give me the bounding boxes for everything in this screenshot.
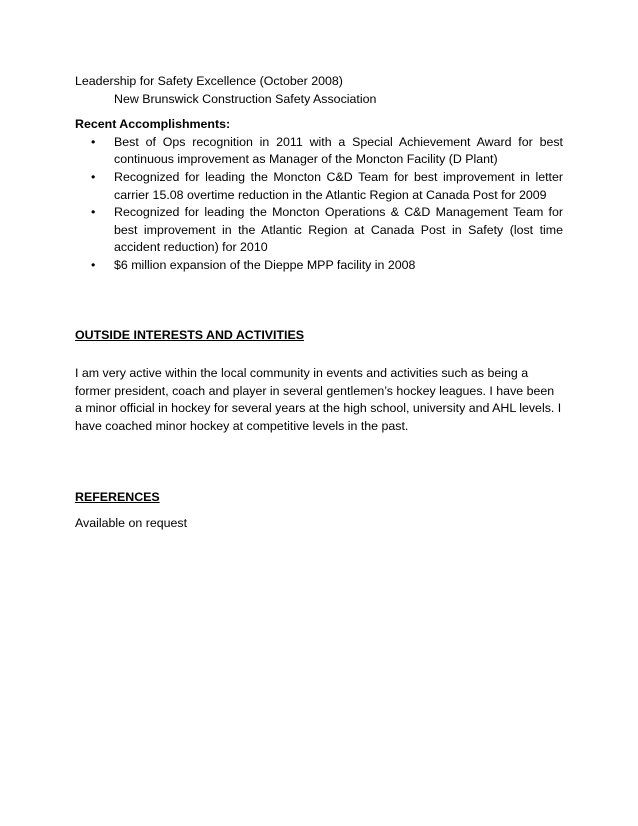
spacer <box>75 275 563 327</box>
references-text: Available on request <box>75 516 188 531</box>
interests-heading: OUTSIDE INTERESTS AND ACTIVITIES <box>75 327 305 342</box>
accomplishments-heading: Recent Accomplishments: <box>75 117 231 132</box>
bullet-icon: • <box>91 134 96 149</box>
document-page <box>75 73 563 533</box>
list-item-text: Best of Ops recognition in 2011 with a Special Achievement Award for best continuous improvement as Manager of the Moncton Facility (D Plant) <box>114 134 563 167</box>
list-item-text: Recognized for leading the Moncton C&D Team for best improvement in letter carrier 15.08 overtime reduction in the Atlantic Region at Canada Post for 2009 <box>114 169 563 202</box>
award-organization: New Brunswick Construction Safety Association <box>114 91 377 106</box>
references-heading: REFERENCES <box>75 489 160 504</box>
bullet-icon: • <box>91 257 96 272</box>
list-item <box>75 257 563 275</box>
list-item-text: Recognized for leading the Moncton Operations & C&D Management Team for best improvement in the Atlantic Region at Canada Post in Safety (lost time accident reduction) for 2010 <box>114 205 563 255</box>
award-title: Leadership for Safety Excellence (October 2008) <box>75 74 343 88</box>
list-item-text: $6 million expansion of the Dieppe MPP facility in 2008 <box>114 257 416 272</box>
spacer <box>75 436 563 489</box>
bullet-icon: • <box>91 169 96 184</box>
spacer <box>75 344 563 365</box>
bullet-icon: • <box>91 205 96 220</box>
spacer <box>75 108 563 116</box>
spacer <box>75 506 563 515</box>
list-item <box>75 204 563 257</box>
list-item <box>75 169 563 204</box>
accomplishments-list <box>75 134 563 275</box>
list-item <box>75 134 563 169</box>
interests-paragraph: I am very active within the local community in events and activities such as being a former president, coach and player in several gentlemen’s hockey leagues. I have been a minor official in hockey for several years at the high school, university and AHL levels. I have coached minor hockey at competitive levels in the past. <box>75 366 562 433</box>
